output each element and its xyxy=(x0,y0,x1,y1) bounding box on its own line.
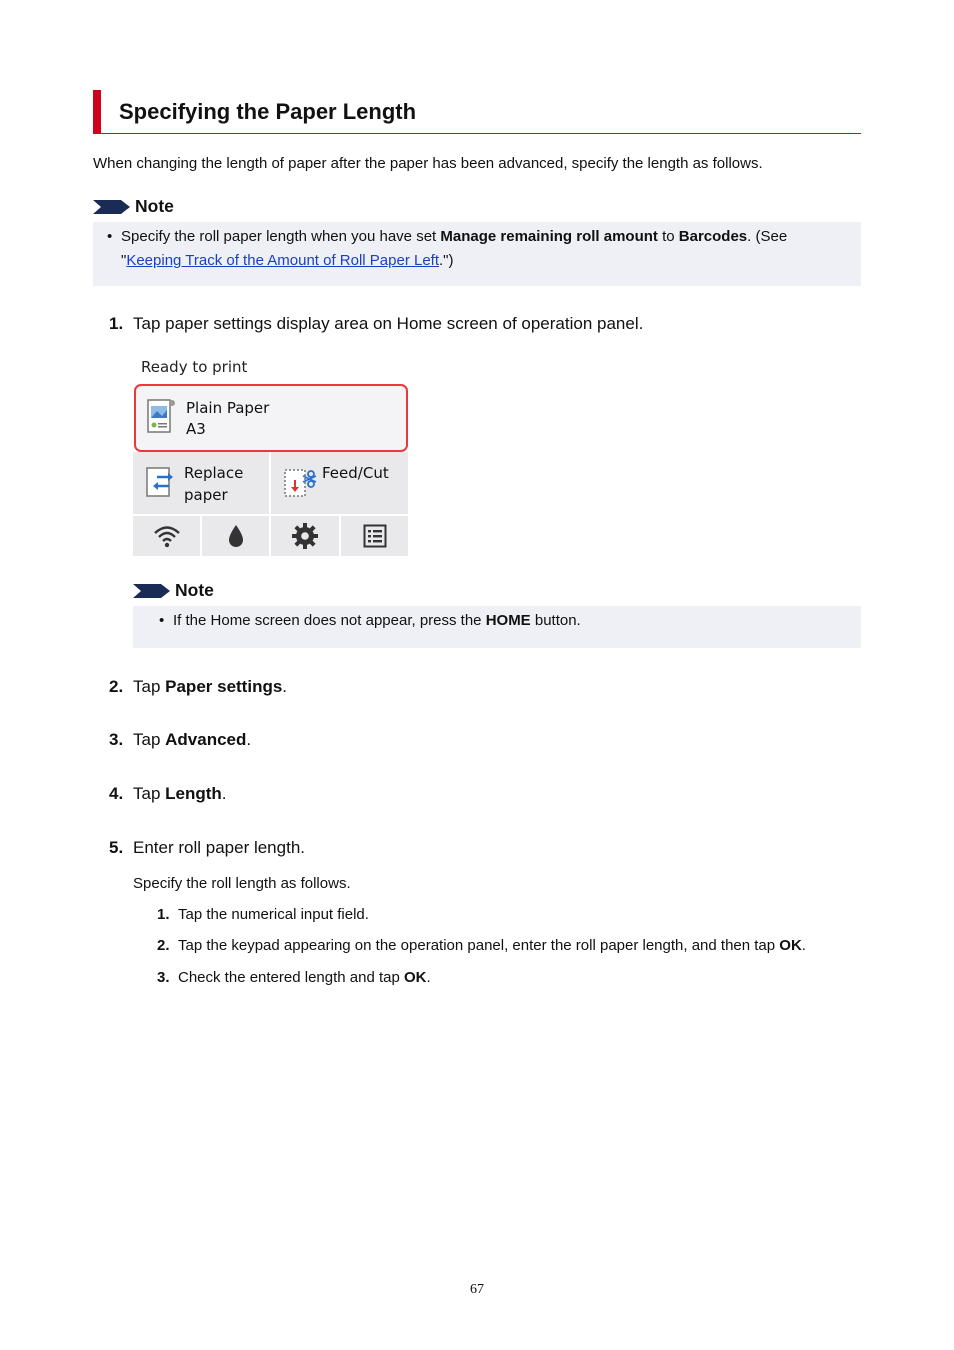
note-box xyxy=(133,606,861,648)
ok-button-name: OK xyxy=(404,969,427,986)
replace-paper-icon xyxy=(145,466,177,500)
step-text-part: Tap xyxy=(133,784,166,803)
note-setting-name: Manage remaining roll amount xyxy=(440,228,658,245)
replace-label-line: Replace xyxy=(184,464,244,482)
step-text-part: . xyxy=(221,784,227,803)
note-header xyxy=(93,196,174,217)
step-text-part: . xyxy=(282,677,288,696)
step-number: 2. xyxy=(109,677,124,696)
feed-cut-label: Feed/Cut xyxy=(322,464,389,482)
note-chevrons-icon xyxy=(133,582,171,600)
substep-text-part: Tap the keypad appearing on the operation panel, enter the roll paper length, and then tap xyxy=(178,937,780,954)
step-text xyxy=(133,677,287,697)
ok-button-name: OK xyxy=(779,937,802,954)
bullet-icon: • xyxy=(107,228,113,245)
roll-paper-left-link[interactable]: Keeping Track of the Amount of Roll Paper Left xyxy=(126,252,440,269)
note-header xyxy=(133,580,214,601)
home-button-name: HOME xyxy=(485,612,531,629)
menu-item-name: Paper settings xyxy=(165,677,283,696)
step-text: Tap paper settings display area on Home screen of operation panel. xyxy=(133,314,644,333)
job-list-button[interactable] xyxy=(341,516,408,556)
substep-text-part: . xyxy=(426,969,431,986)
wifi-icon xyxy=(153,524,181,548)
note-chevrons-icon xyxy=(93,198,131,216)
replace-paper-label xyxy=(184,462,243,506)
step-text-part: . xyxy=(246,730,252,749)
note-text: If the Home screen does not appear, press the xyxy=(173,612,486,629)
note-box xyxy=(93,222,861,286)
step-text xyxy=(133,730,251,750)
heading-accent-bar xyxy=(93,90,101,133)
media-type-label: Plain Paper xyxy=(186,399,270,417)
substep-number: 2. xyxy=(157,937,170,954)
replace-label-line: paper xyxy=(184,486,228,504)
ready-status: Ready to print xyxy=(141,358,248,376)
wifi-button[interactable] xyxy=(133,516,200,556)
note-item xyxy=(173,609,581,633)
step-number: 5. xyxy=(109,838,124,857)
note-text: Specify the roll paper length when you have set xyxy=(121,228,441,245)
step-text-part: Tap xyxy=(133,677,166,696)
page-title: Specifying the Paper Length xyxy=(119,99,417,124)
paper-icon xyxy=(146,398,176,436)
replace-paper-button[interactable] xyxy=(133,452,269,514)
step-text-part: Tap xyxy=(133,730,166,749)
settings-button[interactable] xyxy=(271,516,339,556)
paper-settings-display-area[interactable] xyxy=(134,384,408,452)
step-number: 1. xyxy=(109,314,124,333)
intro-paragraph: When changing the length of paper after the paper has been advanced, specify the length as follows. xyxy=(93,155,763,172)
note-text: button. xyxy=(530,612,581,629)
step-number: 3. xyxy=(109,730,124,749)
step-5-intro: Specify the roll length as follows. xyxy=(133,875,351,892)
ink-drop-icon xyxy=(227,524,245,548)
substep-number: 1. xyxy=(157,906,170,923)
note-setting-value: Barcodes xyxy=(678,228,748,245)
home-screen-illustration xyxy=(133,354,408,556)
paper-size-label: A3 xyxy=(186,420,206,438)
note-text: to xyxy=(657,228,679,245)
substep-text xyxy=(178,937,806,954)
note-text: .") xyxy=(439,252,454,269)
note-text: . (See xyxy=(747,228,788,245)
paper-name xyxy=(186,398,269,440)
gear-icon xyxy=(292,523,318,549)
menu-item-name: Advanced xyxy=(165,730,247,749)
substep-number: 3. xyxy=(157,969,170,986)
note-title: Note xyxy=(175,580,214,600)
step-text: Enter roll paper length. xyxy=(133,838,305,857)
substep-text-part: Check the entered length and tap xyxy=(178,969,404,986)
substep-text xyxy=(178,969,431,986)
bullet-icon: • xyxy=(159,612,165,629)
note-text: " xyxy=(121,252,127,269)
step-text xyxy=(133,784,227,804)
note-item xyxy=(121,225,851,273)
step-number: 4. xyxy=(109,784,124,803)
substep-text: Tap the numerical input field. xyxy=(178,906,369,923)
note-title: Note xyxy=(135,196,174,216)
substep-text-part: . xyxy=(801,937,806,954)
list-icon xyxy=(363,524,387,548)
section-heading xyxy=(93,90,861,134)
feed-cut-button[interactable] xyxy=(271,452,408,514)
menu-item-name: Length xyxy=(165,784,222,803)
ink-button[interactable] xyxy=(202,516,269,556)
page-number: 67 xyxy=(470,1282,484,1297)
feed-cut-icon xyxy=(283,466,319,500)
